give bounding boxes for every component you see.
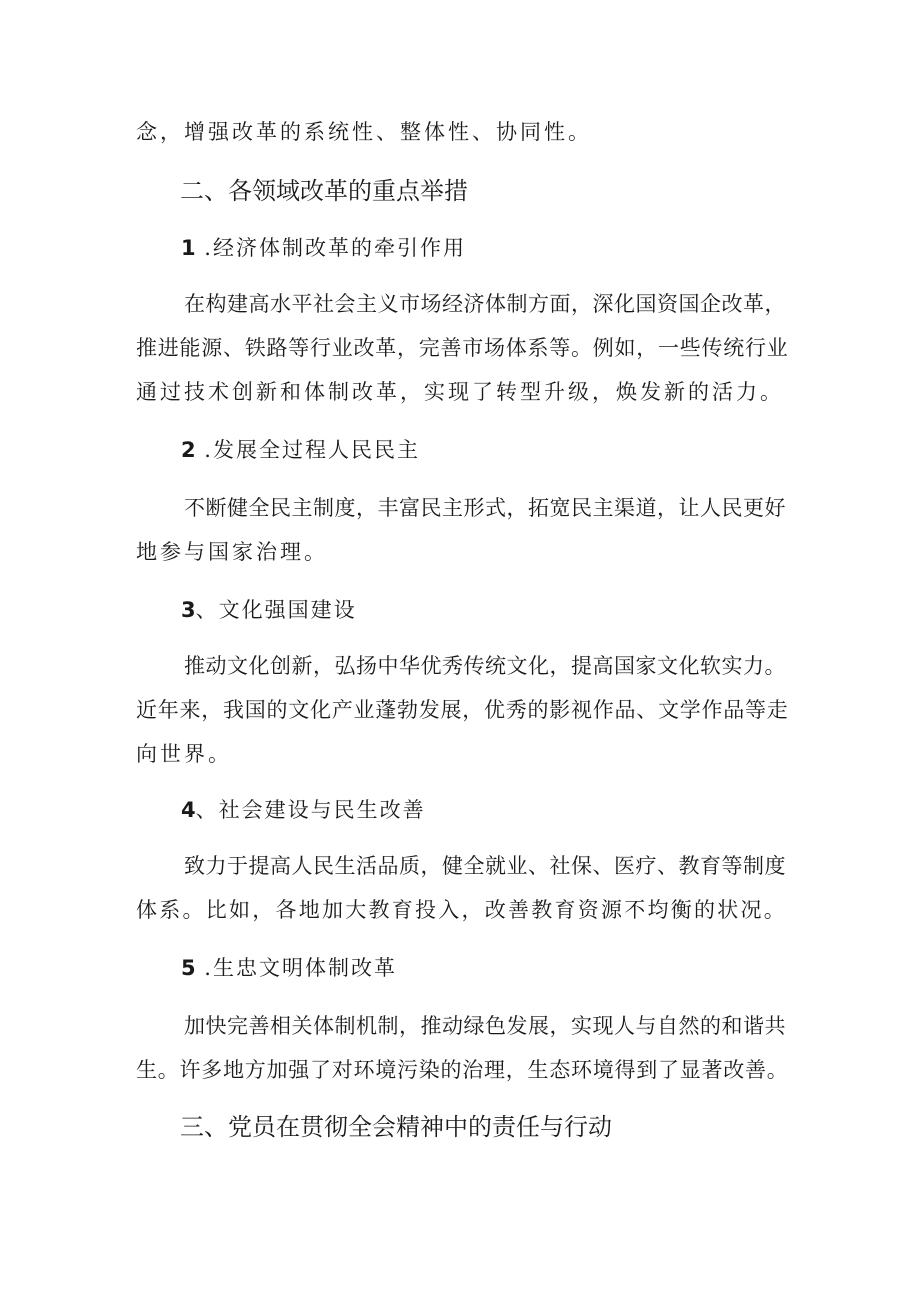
item-1-line-3: 通过技术创新和体制改革，实现了转型升级，焕发新的活力。: [136, 380, 784, 404]
item-3-heading: [181, 596, 357, 624]
item-1-number: 1: [181, 236, 196, 260]
item-1-heading: [181, 234, 466, 262]
item-3-number: 3: [181, 598, 196, 622]
item-2-heading: [181, 436, 420, 464]
item-2-line-1: 不断健全民主制度，丰富民主形式，拓宽民主渠道，让人民更好: [184, 496, 786, 520]
item-2-line-2: 地参与国家治理。: [136, 540, 328, 564]
item-2-title: .发展全过程人民民主: [195, 438, 420, 462]
section-2-heading: 二、各领域改革的重点举措: [180, 177, 468, 205]
item-4-heading: [181, 796, 426, 824]
item-3-title: 、文化强国建设: [195, 598, 357, 622]
section-3-heading: 三、党员在贯彻全会精神中的责任与行动: [180, 1113, 612, 1141]
item-2-number: 2: [181, 438, 196, 462]
item-5-line-2: 生。许多地方加强了对环境污染的治理，生态环境得到了显著改善。: [136, 1058, 789, 1082]
item-5-title: .生忠文明体制改革: [195, 956, 397, 980]
item-4-number: 4: [181, 798, 196, 822]
item-5-line-1: 加快完善相关体制机制，推动绿色发展，实现人与自然的和谐共: [184, 1014, 786, 1038]
item-5-number: 5: [181, 956, 196, 980]
item-4-line-1: 致力于提高人民生活品质，健全就业、社保、医疗、教育等制度: [184, 854, 786, 878]
item-3-line-3: 向世界。: [136, 742, 232, 766]
item-3-line-1: 推动文化创新，弘扬中华优秀传统文化，提高国家文化软实力。: [184, 654, 786, 678]
item-1-line-1: 在构建高水平社会主义市场经济体制方面，深化国资国企改革，: [184, 292, 786, 316]
item-1-title: .经济体制改革的牵引作用: [195, 236, 466, 260]
item-1-line-2: 推进能源、铁路等行业改革，完善市场体系等。例如，一些传统行业: [136, 336, 789, 360]
item-4-title: 、社会建设与民生改善: [195, 798, 426, 822]
intro-tail-line: 念，增强改革的系统性、整体性、协同性。: [136, 120, 592, 144]
item-5-heading: [181, 954, 397, 982]
item-4-line-2: 体系。比如，各地加大教育投入，改善教育资源不均衡的状况。: [136, 898, 787, 922]
item-3-line-2: 近年来，我国的文化产业蓬勃发展，优秀的影视作品、文学作品等走: [136, 698, 789, 722]
